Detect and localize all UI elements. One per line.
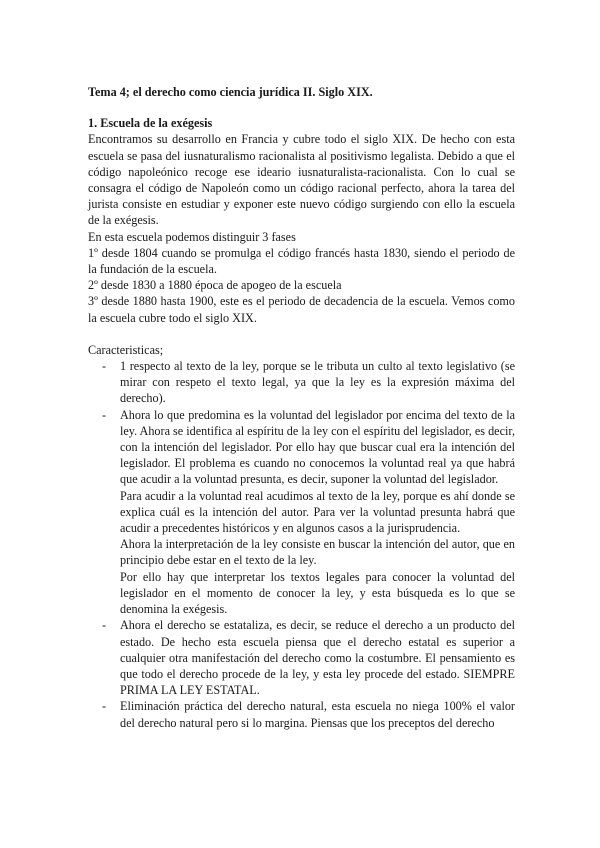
list-item: - Ahora el derecho se estataliza, es decir, se reduce el derecho a un producto del estado. De hecho esta escuela piensa que el derecho estatal es superior a cualquier otra manifestación del derecho como la costumbre. El pensamiento es que todo el derecho procede de la ley, y esta ley procede del estado. SIEMPRE PRIMA LA LEY ESTATAL. <box>88 617 515 698</box>
section-heading: 1. Escuela de la exégesis <box>88 116 213 131</box>
characteristics-list-continued <box>88 617 515 730</box>
document-title: Tema 4; el derecho como ciencia jurídica II. Siglo XIX. <box>88 85 373 99</box>
list-item: - Eliminación práctica del derecho natural, esta escuela no niega 100% el valor del derecho natural pero si lo margina. Piensas que los preceptos del derecho <box>88 698 515 730</box>
list-item-paragraph: Por ello hay que interpretar los textos legales para conocer la voluntad del legislador en el momento de conocer la ley, y esta búsqueda es lo que se denomina la exégesis. <box>120 569 515 617</box>
characteristics-label: Caracteristicas; <box>88 342 164 357</box>
list-item-paragraph: Ahora la interpretación de la ley consiste en buscar la intención del autor, que en principio debe estar en el texto de la ley. <box>120 537 515 568</box>
document-body <box>88 84 515 731</box>
list-item: - Ahora lo que predomina es la voluntad del legislador por encima del texto de la ley. Ahora se identifica al espíritu de la ley con el espíritu del legislador, es decir, con la intención del legislador. Por ello hay que buscar cual era la intención del legislador. El problema es cuando no conocemos la voluntad real ya que habrá que acudir a la voluntad presunta, es decir, suponer la voluntad del legislador. <box>88 407 515 488</box>
intro-paragraph: Encontramos su desarrollo en Francia y cubre todo el siglo XIX. De hecho con esta escuela se pasa del iusnaturalismo racionalista al positivismo legalista. Debido a que el código napoleónico recoge ese ideario iusnaturalista-racionalista. Con lo cual se consagra el código de Napoleón como un código racional perfecto, ahora la tarea del jurista consiste en estudiar y exponer este nuevo código surgiendo con ello la escuela de la exégesis. <box>88 132 515 228</box>
characteristics-list <box>88 358 515 488</box>
phase-item: 3º desde 1880 hasta 1900, este es el periodo de decadencia de la escuela. Vemos como la escuela cubre todo el siglo XIX. <box>88 294 515 325</box>
phases-intro: En esta escuela podemos distinguir 3 fases <box>88 229 296 244</box>
phase-item: 1º desde 1804 cuando se promulga el código francés hasta 1830, siendo el periodo de la fundación de la escuela. <box>88 245 515 277</box>
spacer <box>88 326 515 342</box>
phase-item: 2º desde 1830 a 1880 época de apogeo de la escuela <box>88 278 342 293</box>
list-item: - 1 respecto al texto de la ley, porque se le tributa un culto al texto legislativo (se mirar con respeto el texto legal, ya que la ley es la expresión máxima del derecho). <box>88 358 515 407</box>
list-item-paragraph: Para acudir a la voluntad real acudimos al texto de la ley, porque es ahí donde se explica cuál es la intención del autor. Para ver la voluntad presunta habrá que acudir a precedentes históricos y en algunos casos a la jurisprudencia. <box>120 488 515 536</box>
